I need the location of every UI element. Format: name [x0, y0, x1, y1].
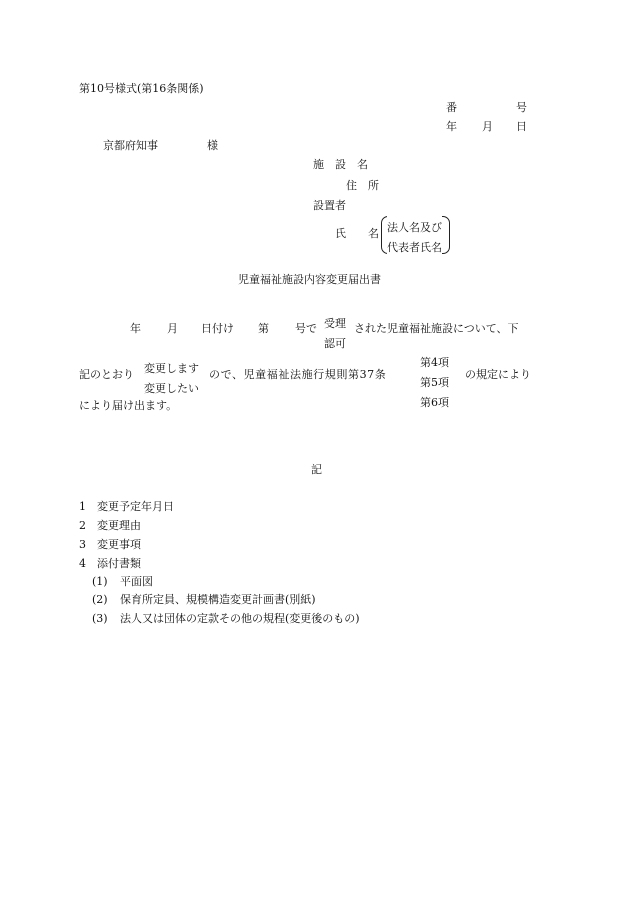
choice-kou5: 第5項 [420, 376, 449, 389]
ki-heading: 記 [311, 463, 322, 476]
body-go-de: 号で [295, 322, 317, 335]
body-date-suffix: 日付け [201, 322, 234, 335]
attachment-3-no: (3) [92, 612, 108, 625]
name-label: 氏 名 [335, 227, 379, 240]
attachment-1-text: 平面図 [120, 575, 153, 588]
address-label: 住 所 [346, 179, 379, 192]
addressee-governor: 京都府知事 [103, 139, 158, 152]
choice-henkou-shimasu: 変更します [144, 362, 199, 375]
attachment-3-text: 法人又は団体の定款その他の規程(変更後のもの) [120, 612, 360, 625]
date-day-label: 日 [516, 120, 527, 133]
body-sareta: された児童福祉施設について、下 [354, 322, 519, 335]
body-no-kitei: の規定により [465, 368, 531, 381]
body-month: 月 [167, 322, 178, 335]
henkou-choice [144, 360, 199, 396]
body-node: ので、児童福祉法施行規則第37条 [209, 368, 387, 381]
addressee-honorific: 様 [207, 139, 218, 152]
juri-ninka-choice [324, 315, 346, 351]
founder-label: 設置者 [313, 199, 346, 212]
choice-kou4: 第4項 [420, 356, 449, 369]
item-2-text: 変更理由 [97, 519, 141, 532]
body-todokede: により届け出ます。 [79, 399, 178, 412]
item-3-text: 変更事項 [97, 538, 141, 551]
date-month-label: 月 [482, 120, 493, 133]
name-note-line-1: 法人名及び [387, 221, 442, 234]
choice-juri: 受理 [324, 317, 346, 330]
name-note [387, 219, 442, 255]
item-1-text: 変更予定年月日 [97, 500, 174, 513]
item-1-no: 1 [79, 500, 86, 513]
item-2-no: 2 [79, 519, 86, 532]
body-year: 年 [130, 322, 141, 335]
body-dai: 第 [258, 322, 269, 335]
item-4-no: 4 [79, 557, 86, 570]
item-3-no: 3 [79, 538, 86, 551]
document-title: 児童福祉施設内容変更届出書 [238, 273, 381, 286]
attachment-2-no: (2) [92, 593, 108, 606]
choice-kou6: 第6項 [420, 396, 449, 409]
facility-name-label: 施 設 名 [313, 158, 368, 171]
kou-choice [420, 354, 449, 410]
date-year-label: 年 [446, 120, 457, 133]
form-number: 第10号様式(第16条関係) [79, 82, 204, 95]
attachment-1-no: (1) [92, 575, 108, 588]
name-note-line-2: 代表者氏名 [387, 241, 442, 254]
choice-ninka: 認可 [324, 337, 346, 350]
choice-henkou-shitai: 変更したい [144, 382, 199, 395]
attachment-2-text: 保育所定員、規模構造変更計画書(別紙) [120, 593, 316, 606]
number-label-go: 号 [516, 101, 527, 114]
item-4-text: 添付書類 [97, 557, 141, 570]
number-label-ban: 番 [446, 101, 457, 114]
body-ki-no-toori: 記のとおり [79, 368, 134, 381]
